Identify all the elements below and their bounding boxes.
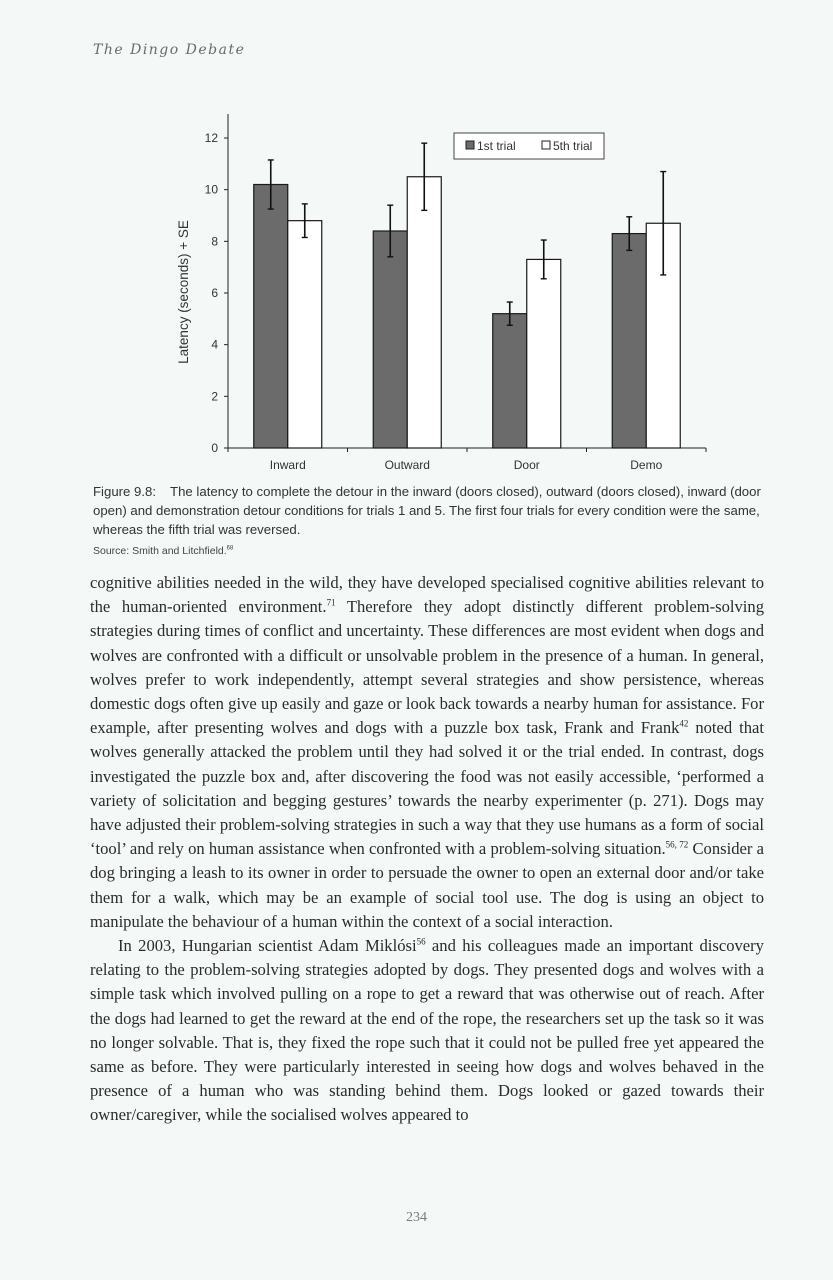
y-tick-label: 10 [204,182,218,197]
text-run: Therefore they adopt distinctly different problem-solving strategies during times of conflict and uncertainty. These differences are most evident when dogs and wolves are confronted with a difficult or unsolvable problem in the presence of a human. In general, wolves prefer to work independently, attempt several strategies and show persistence, whereas domestic dogs often give up easily and gaze or look back towards a nearby human for assistance. For example, after presenting wolves and dogs with a puzzle box task, Frank and Frank [90,597,764,738]
footnote-reference: 42 [679,718,689,729]
y-axis [205,114,228,455]
legend [454,133,604,159]
y-tick-label: 8 [211,234,218,249]
text-run: Consider a dog bringing a leash to its owner in order to persuade the owner to open an external door and/or take them for a walk, which may be an example of social tool use. The dog is using an object to manipulate the behaviour of a human within the context of a social interaction. [90,839,764,931]
legend-swatch [466,141,474,149]
figure-caption-text: The latency to complete the detour in the inward (doors closed), outward (doors closed), inward (door open) and demonstration detour conditions for trials 1 and 5. The first four trials for every condition were the same, whereas the fifth trial was reversed. [93,484,761,537]
bars-group [254,177,681,448]
error-bars-group [268,143,667,325]
text-run: In 2003, Hungarian scientist Adam Miklósi [118,936,417,956]
y-tick-label: 0 [211,441,218,455]
footnote-reference: 56, 72 [665,839,689,850]
y-tick-label: 12 [204,131,218,145]
footnote-reference: 56 [416,936,426,947]
x-tick-label: Demo [630,458,663,472]
bar-chart [0,100,833,480]
body-text [90,571,764,1128]
y-axis-label: Latency (seconds) + SE [176,220,191,364]
y-tick-label: 6 [211,286,218,300]
paragraph [90,571,764,934]
figure-caption [93,482,773,539]
figure-label: Figure 9.8: [93,484,157,499]
bar-1st-trial [254,185,288,449]
x-tick-label: Outward [384,458,430,472]
bar-5th-trial [288,221,322,448]
text-run: cognitive abilities needed in the wild, they have developed specialised cognitive abilities relevant to the human-oriented environment. [90,573,764,617]
footnote-reference: 71 [326,597,336,608]
bar-1st-trial [612,234,646,448]
paragraph [90,934,764,1128]
bar-1st-trial [373,231,407,448]
y-tick-label: 2 [211,389,218,404]
text-run: noted that wolves generally attacked the problem until they had solved it or the trial ended. In contrast, dogs investigated the puzzle box and, after discovering the food was not easily accessible, ‘performed a variety of solicitation and begging gestures’ towards the nearby experimenter (p. 271). Dogs may have adjusted their problem-solving strategies in such a way that they use humans as a form of social ‘tool’ and rely on human assistance when confronted with a problem-solving situation. [90,718,765,859]
figure-source [93,545,233,557]
bar-1st-trial [493,314,527,448]
x-axis [228,448,706,472]
bar-5th-trial [527,259,561,448]
running-head: The Dingo Debate [93,42,246,58]
y-tick-label: 4 [211,337,218,352]
text-run: and his colleagues made an important discovery relating to the problem-solving strategies adopted by dogs. They presented dogs and wolves with a simple task which involved pulling on a rope to get a reward that was otherwise out of reach. After the dogs had learned to get the reward at the end of the rope, the researchers set up the task so it was no longer solvable. That is, they fixed the rope such that it could not be pulled free yet appeared the same as before. They were particularly interested in seeing how dogs and wolves behaved in the presence of a human who was standing behind them. Dogs looked or gazed towards their owner/caregiver, while the socialised wolves appeared to [90,936,764,1125]
page-number: 234 [406,1210,427,1225]
legend-label: 1st trial [477,139,516,153]
legend-label: 5th trial [553,139,593,153]
source-reference: 68 [226,545,234,552]
legend-swatch [542,141,550,149]
source-text: Source: Smith and Litchfield. [93,545,227,557]
x-tick-label: Inward [269,458,306,472]
x-tick-label: Door [513,458,540,472]
bar-5th-trial [407,177,441,448]
